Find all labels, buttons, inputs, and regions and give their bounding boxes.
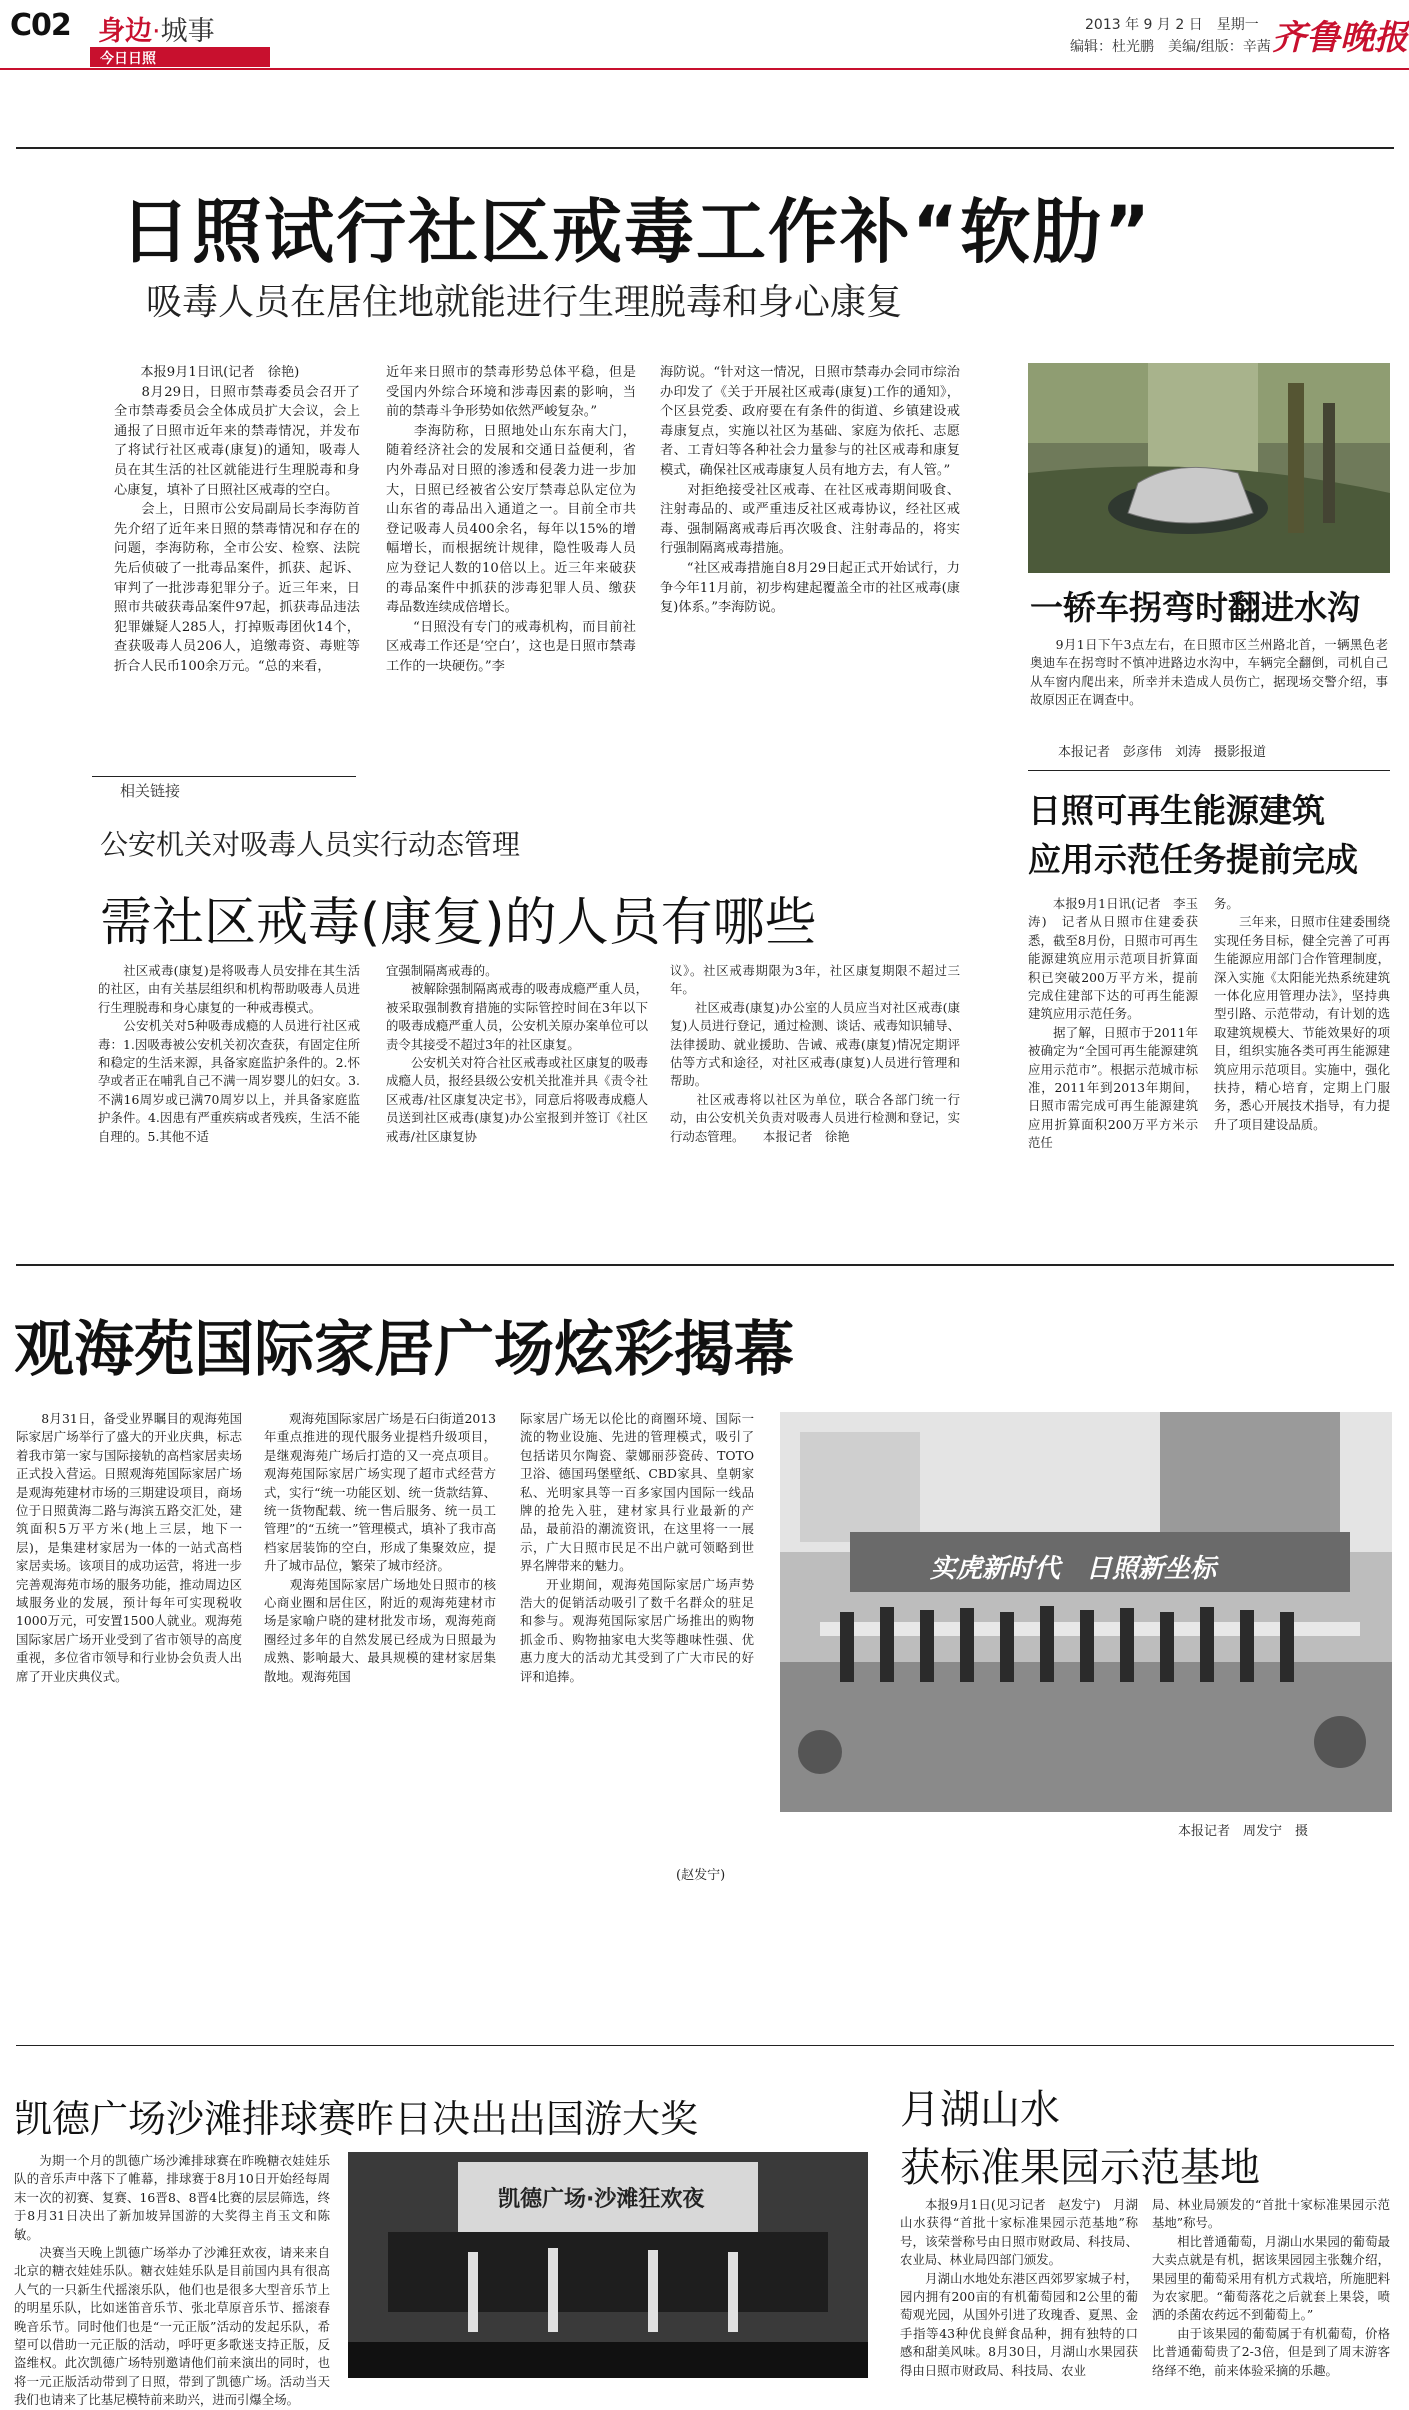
lake-title-2: 获标准果园示范基地 xyxy=(900,2145,1260,2191)
related-kicker: 公安机关对吸毒人员实行动态管理 xyxy=(100,828,521,861)
home-photo-banner: 实虎新时代 日照新坐标 xyxy=(930,1554,1217,1584)
volleyball-body: 为期一个月的凯德广场沙滩排球赛在昨晚糖衣娃娃乐队的音乐声中落下了帷幕，排球赛于8月10日开始经每周末一次的初赛、复赛、16晋8、8晋4比赛的层层筛选，终于8月31日决出了新加坡异国游的大奖得主肖玉文和陈敏。 决赛当天晚上凯德广场举办了沙滩狂欢夜，请来来自北京的糖衣娃娃乐队。糖衣娃娃乐队是目前国内具有很高人气的一只新生代摇滚乐队，他们也是很多大型音乐节上的明星乐队，比如迷笛音乐节、张北草原音乐节、摇滚春晚音乐节。同时他们也是“一元正版”活动的发起乐队，希望可以借助一元正版的活动，呼吁更多歌迷支持正版，反盗维权。此次凯德广场特别邀请他们前来演出的同时，也将一元正版活动带到了日照，带到了凯德广场。活动当天我们也请来了比基尼模特前来助兴，进而引爆全场。 xyxy=(14,2153,330,2408)
home-byline: (赵发宁) xyxy=(676,1868,726,1883)
home-photo xyxy=(780,1412,1392,1812)
car-credit: 本报记者 彭彦伟 刘涛 摄影报道 xyxy=(1058,745,1267,760)
volleyball-stage-banner: 凯德广场·沙滩狂欢夜 xyxy=(498,2187,705,2212)
related-col-1: 社区戒毒(康复)是将吸毒人员安排在其生活的社区，由有关基层组织和机构帮助吸毒人员进行生理脱毒和身心康复的一种戒毒模式。 公安机关对5种吸毒成瘾的人员进行社区戒毒：1.因吸毒被公安机关初次查获，有固定住所和稳定的生活来源，具备家庭监护条件的。2.怀孕或者正在哺乳自己不满一周岁婴儿的妇女。3.不满16周岁或已满70周岁以上，并具备家庭监护条件。4.因患有严重疾病或者残疾，生活不能自理的。5.其他不适 xyxy=(98,963,360,1144)
section-sub: 城事 xyxy=(160,16,215,47)
related-tag: 相关链接 xyxy=(120,782,181,800)
home-title: 观海苑国际家居广场炫彩揭幕 xyxy=(14,1315,794,1385)
related-col-2: 宜强制隔离戒毒的。 被解除强制隔离戒毒的吸毒成瘾严重人员，被采取强制教育措施的实际管控时间在3年以下的吸毒成瘾严重人员，公安机关原办案单位可以责令其接受不超过3年的社区康复。 公安机关对符合社区戒毒或社区康复的吸毒成瘾人员，报经县级公安机关批准并具《责令社区戒毒/社区康复决定书》，同意后将吸毒成瘾人员送到社区戒毒(康复)办公室报到并签订《社区戒毒/社区康复协 xyxy=(386,963,648,1144)
bottom-section-rule xyxy=(16,2045,1394,2046)
page-code: C02 xyxy=(10,8,71,43)
volleyball-photo xyxy=(348,2152,868,2378)
section-dot: · xyxy=(152,16,161,47)
lead-col-3: 海防说。“针对这一情况，日照市禁毒办会同市综治办印发了《关于开展社区戒毒(康复)工作的通知》，个区县党委、政府要在有条件的街道、乡镇建设戒毒康复点，实施以社区为基础、家庭为依托、志愿者、工青妇等各种社会力量参与的社区戒毒和康复模式，确保社区戒毒康复人员有地方去，有人管。” 对拒绝接受社区戒毒、在社区戒毒期间吸食、注射毒品的、或严重违反社区戒毒协议，经社区戒毒、强制隔离戒毒后再次吸食、注射毒品的，将实行强制隔离戒毒措施。 “社区戒毒措施自8月29日起正式开始试行，力争今年11月前，初步构建起覆盖全市的社区戒毒(康复)体系。”李海防说。 xyxy=(660,365,960,616)
section-name xyxy=(98,9,215,48)
section-main: 身边 xyxy=(98,16,152,47)
home-col-2: 观海苑国际家居广场是石臼街道2013年重点推进的现代服务业提档升级项目，是继观海苑广场后打造的又一亮点项目。观海苑国际家居广场实现了超市式经营方式，实行“统一功能区划、统一货款结算、统一货物配载、统一售后服务、统一员工管理”的“五统一”管理模式，填补了我市高档家居装饰的空白，形成了集聚效应，提升了城市品位，繁荣了城市经济。 观海苑国际家居广场地处日照市的核心商业圈和居住区，附近的观海苑建材市场是家喻户晓的建材批发市场，观海苑商圈经过多年的自然发展已经成为日照最为成熟、影响最大、最具规模的建材家居集散地。观海苑国 xyxy=(264,1411,496,1684)
lake-col-2: 局、林业局颁发的“首批十家标准果园示范基地”称号。 相比普通葡萄，月湖山水果园的葡萄最大卖点就是有机，据该果园园主张魏介绍，果园里的葡萄采用有机方式栽培，所施肥料为农家肥。“葡萄落花之后就套上果袋，喷洒的杀菌农药远不到葡萄上。” 由于该果园的葡萄属于有机葡萄，价格比普通葡萄贵了2-3倍，但是到了周末游客络绎不绝，前来体验采摘的乐趣。 xyxy=(1152,2197,1390,2378)
lead-top-rule xyxy=(16,147,1394,149)
car-rule xyxy=(1028,770,1390,771)
home-col-3: 际家居广场无以伦比的商圈环境、国际一流的物业设施、先进的管理模式，吸引了包括诺贝尔陶瓷、蒙娜丽莎瓷砖、TOTO卫浴、德国玛堡壁纸、CBD家具、皇朝家私、光明家具等一百多家国内国际一线品牌的抢先入驻，建材家具行业最新的产品，最前沿的潮流资讯，在这里将一一展示，广大日照市民足不出户就可领略到世界名牌带来的魅力。 开业期间，观海苑国际家居广场声势浩大的促销活动吸引了数千名群众的驻足和参与。观海苑国际家居广场推出的购物抓金币、购物抽家电大奖等趣味性强、优惠力度大的活动尤其受到了广大市民的好评和追捧。 xyxy=(520,1411,754,1684)
related-col-3: 议》。社区戒毒期限为3年，社区康复期限不超过三年。 社区戒毒(康复)办公室的人员应当对社区戒毒(康复)人员进行登记，通过检测、谈话、戒毒知识辅导、法律援助、就业援助、告诫、戒毒(康复)情况定期评估等方式和途径，对社区戒毒(康复)人员进行管理和帮助。 社区戒毒将以社区为单位，联合各部门统一行动，由公安机关负责对吸毒人员进行检测和登记，实行动态管理。 本报记者 徐艳 xyxy=(670,963,960,1144)
car-title: 一轿车拐弯时翻进水沟 xyxy=(1030,588,1360,627)
lake-title-1: 月湖山水 xyxy=(900,2087,1060,2133)
lake-col-1: 本报9月1日(见习记者 赵发宁) 月湖山水获得“首批十家标准果园示范基地”称号，该荣誉称号由日照市财政局、科技局、农业局、林业局四部门颁发。 月湖山水地处东港区西郊罗家城子村，园内拥有200亩的有机葡萄园和2公里的葡萄观光园，从国外引进了玫瑰香、夏黑、金手指等43种优良鲜食品种，拥有独特的口感和甜美风味。8月30日，月湖山水果园获得由日照市财政局、科技局、农业 xyxy=(900,2197,1138,2378)
lead-title: 日照试行社区戒毒工作补“软肋” xyxy=(120,191,1153,273)
editor-line: 编辑：杜光鹏 美编/组版：辛茜 xyxy=(1070,39,1271,55)
masthead-logo: 齐鲁晚报 xyxy=(1272,18,1408,58)
energy-title-2: 应用示范任务提前完成 xyxy=(1028,840,1358,879)
energy-col-2: 务。 三年来，日照市住建委围绕实现任务目标，健全完善了可再生能源应用部门合作管理制度，深入实施《太阳能光热系统建筑一体化应用管理办法》，坚持典型引路、示范带动，有计划的选取建筑规模大、节能效果好的项目，组织实施各类可再生能源建筑应用示范项目。实施中，强化扶持，精心培育，定期上门服务，悉心开展技术指导，有力提升了项目建设品质。 xyxy=(1214,896,1390,1132)
sub-bar-label: 今日日照 xyxy=(100,51,156,67)
home-photo-image xyxy=(780,1412,1392,1812)
car-photo-image xyxy=(1028,363,1390,573)
home-credit: 本报记者 周发宁 摄 xyxy=(1178,1824,1309,1839)
energy-col-1: 本报9月1日讯(记者 李玉涛) 记者从日照市住建委获悉，截至8月份，日照市可再生能源建筑应用示范项目折算面积已突破200万平方米，提前完成住建部下达的可再生能源建筑应用示范任务。 据了解，日照市于2011年被确定为“全国可再生能源建筑应用示范市”。根据示范城市标准，2011年到2013年期间，日照市需完成可再生能源建筑应用折算面积200万平方米示范任 xyxy=(1028,896,1198,1151)
section-sub-bar xyxy=(90,47,270,67)
volleyball-title: 凯德广场沙滩排球赛昨日决出出国游大奖 xyxy=(14,2097,699,2141)
home-top-rule xyxy=(16,1264,1394,1266)
related-rule xyxy=(92,776,356,777)
car-photo xyxy=(1028,363,1390,573)
date-line: 2013 年 9 月 2 日 星期一 xyxy=(1085,17,1259,33)
energy-title-1: 日照可再生能源建筑 xyxy=(1028,791,1325,830)
related-title: 需社区戒毒(康复)的人员有哪些 xyxy=(100,893,817,953)
home-col-1: 8月31日，备受业界瞩目的观海苑国际家居广场举行了盛大的开业庆典，标志着我市第一家与国际接轨的高档家居卖场正式投入营运。日照观海苑国际家居广场是观海苑建材市场的三期建设项目，商场位于日照黄海二路与海滨五路交汇处，建筑面积5万平方米(地上三层，地下一层)，是集建材家居为一体的一站式高档家居卖场。该项目的成功运营，将进一步完善观海苑市场的服务功能，推动周边区域服务业的发展，预计每年可实现税收1000万元，可安置1500人就业。观海苑国际家居广场开业受到了省市领导的高度重视，多位省市领导和行业协会负责人出席了开业庆典仪式。 xyxy=(16,1411,242,1684)
header-rule xyxy=(0,68,1409,70)
lead-col-2: 近年来日照市的禁毒形势总体平稳，但是受国内外综合环境和涉毒因素的影响，当前的禁毒斗争形势如依然严峻复杂。” 李海防称，日照地处山东东南大门，随着经济社会的发展和交通日益便利，省内外毒品对日照的渗透和侵袭力进一步加大，日照已经被省公安厅禁毒总队定位为山东省的毒品出入通道之一。目前全市共登记吸毒人员400余名，每年以15%的增幅增长，而根据统计规律，隐性吸毒人员应为登记人数的10倍以上。近三年来破获的毒品案件中抓获的涉毒犯罪人员、缴获毒品数连续成倍增长。 “日照没有专门的戒毒机构，而目前社区戒毒工作还是‘空白’，这也是日照市禁毒工作的一块硬伤。”李 xyxy=(386,365,636,674)
lead-subtitle: 吸毒人员在居住地就能进行生理脱毒和身心康复 xyxy=(146,282,903,323)
lead-col-1: 本报9月1日讯(记者 徐艳) 8月29日，日照市禁毒委员会召开了全市禁毒委员会全体成员扩大会议，会上通报了日照市近年来的禁毒情况，并发布了将试行社区戒毒(康复)的通知，吸毒人员在其生活的社区就能进行生理脱毒和身心康复，填补了日照社区戒毒的空白。 会上，日照市公安局副局长李海防首先介绍了近年来日照的禁毒情况和存在的问题，李海防称，全市公安、检察、法院先后侦破了一批毒品案件，抓获、起诉、审判了一批涉毒犯罪分子。近三年来，日照市共破获毒品案件97起，抓获毒品违法犯罪嫌疑人285人，打掉贩毒团伙14个，查获吸毒人员206人，追缴毒资、毒赃等折合人民币100余万元。“总的来看， xyxy=(114,365,360,674)
car-body: 9月1日下午3点左右，在日照市区兰州路北首，一辆黑色老奥迪车在拐弯时不慎冲进路边水沟中，车辆完全翻倒，司机自己从车窗内爬出来，所幸并未造成人员伤亡，据现场交警介绍，事故原因正在调查中。 xyxy=(1030,637,1388,708)
